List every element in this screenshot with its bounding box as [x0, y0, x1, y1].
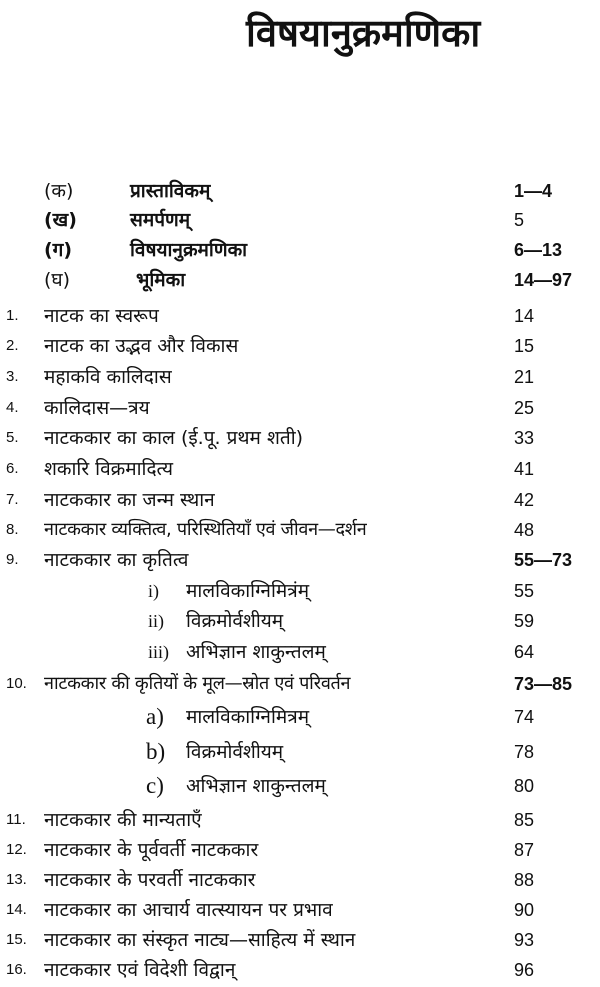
toc-sub-number: iii)	[148, 642, 169, 662]
toc-number: 5.	[6, 429, 19, 446]
toc-sub-number: c)	[146, 773, 164, 798]
toc-page: 42	[514, 490, 535, 510]
toc-number: 11.	[6, 811, 26, 828]
toc-subitem	[0, 577, 600, 605]
toc-page: 90	[514, 900, 535, 920]
toc-label: नाटककार का जन्म स्थान	[44, 489, 215, 511]
toc-number: 6.	[6, 460, 19, 477]
toc-page: 85	[514, 810, 535, 830]
toc-page: 25	[514, 398, 535, 418]
toc-page: 96	[514, 960, 535, 980]
toc-chapter	[0, 394, 600, 422]
toc-label: नाटककार के पूर्ववर्ती नाटककार	[44, 839, 259, 861]
toc-page: 59	[514, 611, 535, 631]
toc-chapter	[0, 670, 600, 698]
toc-sub-number: b)	[146, 739, 166, 764]
toc-label: विक्रमोर्वशीयम्	[186, 741, 284, 763]
toc-label: नाटककार का काल (ई.पू. प्रथम शती)	[44, 427, 304, 449]
toc-page: 48	[514, 520, 535, 540]
toc-sub-number: ii)	[148, 611, 164, 631]
toc-front-item	[0, 266, 600, 294]
toc-chapter	[0, 956, 600, 984]
toc-label: विक्रमोर्वशीयम्	[186, 610, 284, 632]
toc-label: नाटककार व्यक्तित्व, परिस्थितियाँ एवं जीवन—दर्शन	[44, 519, 367, 540]
toc-chapter	[0, 866, 600, 894]
toc-label: नाटककार का कृतित्व	[44, 549, 189, 571]
toc-page: 41	[514, 459, 535, 479]
toc-number: 16.	[6, 961, 27, 978]
toc-subitem	[0, 772, 600, 800]
toc-label: नाटककार का आचार्य वात्स्यायन पर प्रभाव	[44, 899, 333, 921]
toc-front-item	[0, 236, 600, 264]
toc-label: महाकवि कालिदास	[44, 366, 172, 388]
toc-marker: (घ)	[44, 269, 71, 291]
toc-page: 5	[514, 210, 525, 230]
toc-chapter	[0, 836, 600, 864]
toc-page: 15	[514, 336, 535, 356]
toc-chapter	[0, 926, 600, 954]
toc-label: मालविकाग्निमित्रंम्	[186, 580, 310, 602]
toc-number: 1.	[6, 307, 19, 324]
toc-label: नाटककार की मान्यताएँ	[44, 809, 202, 831]
toc-label: नाटक का उद्भव और विकास	[44, 335, 239, 357]
toc-number: 12.	[6, 841, 27, 858]
toc-label: मालविकाग्निमित्रम्	[186, 706, 310, 728]
toc-page: 73—85	[514, 674, 573, 694]
toc-front-item	[0, 177, 600, 205]
toc-number: 9.	[6, 551, 19, 568]
page-title-text: विषयानुक्रमणिका	[246, 11, 481, 55]
toc-chapter	[0, 302, 600, 330]
toc-number: 15.	[6, 931, 27, 948]
toc-number: 10.	[6, 675, 27, 692]
toc-chapter	[0, 486, 600, 514]
toc-sub-number: a)	[146, 704, 164, 729]
toc-chapter	[0, 455, 600, 483]
toc-page: 6—13	[514, 240, 563, 260]
toc-label: भूमिका	[136, 269, 186, 291]
toc-label: नाटककार एवं विदेशी विद्वान्	[44, 959, 236, 981]
toc-number: 4.	[6, 399, 19, 416]
toc-page: 1—4	[514, 181, 553, 201]
toc-label: विषयानुक्रमणिका	[130, 239, 248, 261]
toc-label: प्रास्ताविकम्	[130, 180, 211, 202]
toc-label: कालिदास—त्रय	[44, 397, 150, 419]
toc-page: 88	[514, 870, 535, 890]
toc-number: 2.	[6, 337, 19, 354]
page-title	[0, 6, 600, 58]
toc-subitem	[0, 738, 600, 766]
toc-chapter	[0, 363, 600, 391]
toc-number: 3.	[6, 368, 19, 385]
toc-subitem	[0, 607, 600, 635]
toc-label: शकारि विक्रमादित्य	[44, 458, 174, 480]
toc-number: 8.	[6, 521, 19, 538]
toc-page: 14—97	[514, 270, 573, 290]
toc-page: 78	[514, 742, 535, 762]
toc-page: 74	[514, 707, 535, 727]
toc-sub-number: i)	[148, 581, 159, 601]
toc-marker: (ख)	[44, 209, 77, 231]
toc-subitem	[0, 638, 600, 666]
toc-chapter	[0, 424, 600, 452]
toc-chapter	[0, 516, 600, 544]
toc-page: 55	[514, 581, 535, 601]
toc-page: 14	[514, 306, 535, 326]
toc-label: नाटककार के परवर्ती नाटककार	[44, 869, 256, 891]
toc-marker: (क)	[44, 180, 74, 202]
toc-label: नाटक का स्वरूप	[44, 305, 159, 327]
toc-page: 80	[514, 776, 535, 796]
toc-label: अभिज्ञान शाकुन्तलम्	[186, 775, 326, 797]
toc-page: 33	[514, 428, 535, 448]
toc-chapter	[0, 896, 600, 924]
toc-page: 87	[514, 840, 535, 860]
toc-label: नाटककार का संस्कृत नाट्य—साहित्य में स्थान	[44, 929, 356, 951]
toc-page: 55—73	[514, 550, 573, 570]
toc-chapter	[0, 806, 600, 834]
toc-front-item	[0, 206, 600, 234]
toc-label: अभिज्ञान शाकुन्तलम्	[186, 641, 326, 663]
toc-chapter	[0, 332, 600, 360]
toc-page: 21	[514, 367, 535, 387]
toc-number: 14.	[6, 901, 27, 918]
toc-subitem	[0, 703, 600, 731]
toc-number: 7.	[6, 491, 19, 508]
toc-number: 13.	[6, 871, 27, 888]
toc-chapter	[0, 546, 600, 574]
toc-page: 64	[514, 642, 535, 662]
toc-label: समर्पणम्	[130, 209, 191, 231]
toc-page: 93	[514, 930, 535, 950]
toc-label: नाटककार की कृतियों के मूल—स्रोत एवं परिवर्तन	[44, 673, 351, 694]
toc-marker: (ग)	[44, 239, 73, 261]
